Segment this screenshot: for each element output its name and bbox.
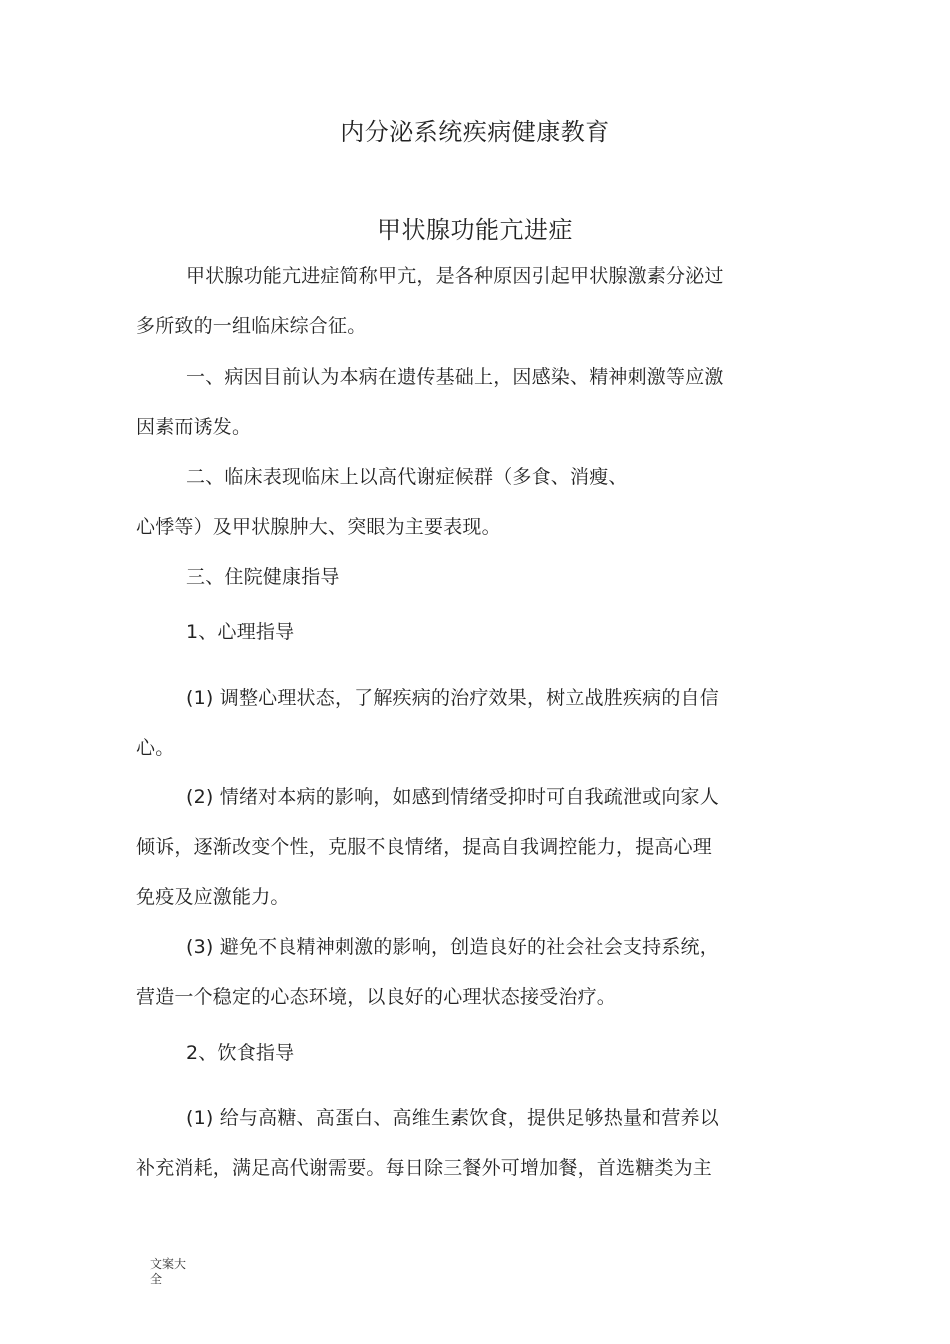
- page-footer: [150, 1257, 210, 1287]
- paragraph-line: 营造一个稳定的心态环境，以良好的心理状态接受治疗。: [136, 986, 617, 1008]
- paragraph-line: (3) 避免不良精神刺激的影响，创造良好的社会社会支持系统，: [186, 936, 719, 958]
- paragraph-line: 一、病因目前认为本病在遗传基础上，因感染、精神刺激等应激: [186, 366, 724, 388]
- paragraph-line: 心悸等）及甲状腺肿大、突眼为主要表现。: [136, 516, 501, 538]
- paragraph-line: 甲状腺功能亢进症简称甲亢，是各种原因引起甲状腺激素分泌过: [186, 265, 724, 287]
- subsection-heading: 1、心理指导: [186, 621, 295, 643]
- subsection-heading: 2、饮食指导: [186, 1042, 295, 1064]
- section-heading: 三、住院健康指导: [186, 566, 340, 588]
- paragraph-line: 多所致的一组临床综合征。: [136, 315, 367, 337]
- paragraph-line: (1) 调整心理状态，了解疾病的治疗效果，树立战胜疾病的自信: [186, 687, 719, 709]
- paragraph-line: 倾诉，逐渐改变个性，克服不良情绪，提高自我调控能力，提高心理: [136, 836, 713, 858]
- paragraph-line: 补充消耗，满足高代谢需要。每日除三餐外可增加餐，首选糖类为主: [136, 1157, 713, 1179]
- paragraph-line: 因素而诱发。: [136, 416, 252, 438]
- paragraph-line: 心。: [136, 737, 175, 759]
- paragraph-line: 免疫及应激能力。: [136, 886, 290, 908]
- footer-line: 全: [150, 1272, 163, 1286]
- section-title: 甲状腺功能亢进症: [377, 216, 573, 244]
- footer-line: 文案大: [150, 1257, 187, 1271]
- document-title: 内分泌系统疾病健康教育: [340, 118, 610, 146]
- paragraph-line: 二、临床表现临床上以高代谢症候群（多食、消瘦、: [186, 466, 628, 488]
- paragraph-line: (1) 给与高糖、高蛋白、高维生素饮食，提供足够热量和营养以: [186, 1107, 719, 1129]
- paragraph-line: (2) 情绪对本病的影响，如感到情绪受抑时可自我疏泄或向家人: [186, 786, 719, 808]
